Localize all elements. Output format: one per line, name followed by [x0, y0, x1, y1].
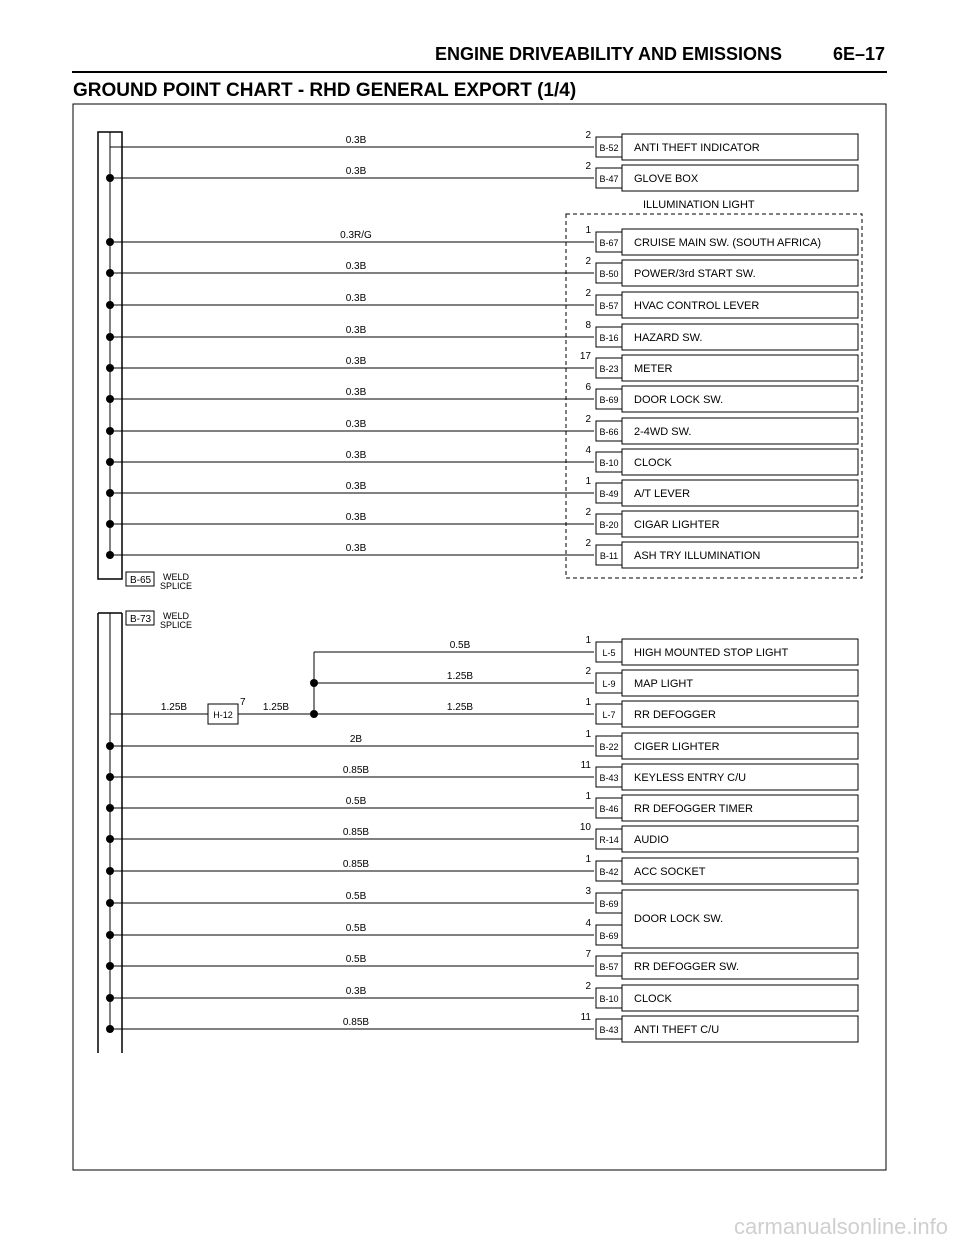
- pin-number: 10: [579, 822, 591, 833]
- bus-ground-dot: [106, 427, 114, 435]
- connector-id: B-11: [599, 551, 619, 561]
- component-label: ANTI THEFT INDICATOR: [634, 142, 760, 154]
- component-label: MAP LIGHT: [634, 678, 694, 690]
- wire-gauge-label: 0.85B: [342, 765, 370, 776]
- bus-ground-dot: [106, 994, 114, 1002]
- bus-ground-dot: [106, 867, 114, 875]
- bus-ground-dot: [106, 395, 114, 403]
- wire-gauge-label: 0.3B: [345, 986, 367, 997]
- connector-id: B-57: [599, 962, 619, 972]
- wire-gauge-label: 0.85B: [342, 1017, 370, 1028]
- wire-gauge-label: 0.3B: [345, 293, 367, 304]
- component-label: ACC SOCKET: [634, 866, 706, 878]
- component-label: RR DEFOGGER TIMER: [634, 803, 753, 815]
- wire-gauge-label: 0.3B: [345, 325, 367, 336]
- connector-id: B-43: [599, 773, 619, 783]
- pin-number: 2: [585, 130, 591, 141]
- wire-gauge-label: 0.3B: [345, 356, 367, 367]
- component-label: CIGAR LIGHTER: [634, 519, 720, 531]
- connector-id: B-47: [599, 174, 619, 184]
- pin-number: 1: [585, 729, 591, 740]
- connector-id: B-67: [599, 238, 619, 248]
- component-label: RR DEFOGGER SW.: [634, 961, 740, 973]
- bus-ground-dot: [106, 742, 114, 750]
- pin-number: 1: [585, 697, 591, 708]
- connector-id: L-9: [602, 679, 616, 689]
- wire-gauge-label: 0.3B: [345, 387, 367, 398]
- wire-gauge-label: 0.3B: [345, 512, 367, 523]
- wire-gauge-label: 0.5B: [345, 796, 367, 807]
- junction-connector-id: H-12: [213, 710, 233, 720]
- pin-number: 4: [585, 918, 591, 929]
- junction-left-wire: 1.25B: [160, 702, 188, 713]
- component-label: A/T LEVER: [634, 488, 691, 500]
- component-label: CRUISE MAIN SW. (SOUTH AFRICA): [634, 237, 822, 249]
- pin-number: 4: [585, 445, 591, 456]
- pin-number: 2: [585, 256, 591, 267]
- component-label: DOOR LOCK SW.: [634, 913, 724, 925]
- bus-ground-dot: [106, 489, 114, 497]
- wire-gauge-label: 0.5B: [345, 923, 367, 934]
- connector-id: L-7: [602, 710, 616, 720]
- pin-number: 6: [585, 382, 591, 393]
- pin-number: 2: [585, 666, 591, 677]
- pin-number: 2: [585, 161, 591, 172]
- component-label: METER: [634, 363, 673, 375]
- illumination-group-label: ILLUMINATION LIGHT: [643, 199, 755, 211]
- pin-number: 17: [579, 351, 591, 362]
- watermark: carmanualsonline.info: [733, 1214, 948, 1239]
- bus-ground-dot: [106, 301, 114, 309]
- splice-label-weld: WELD: [163, 572, 190, 582]
- bus-ground-dot: [106, 773, 114, 781]
- connector-id: B-69: [599, 931, 619, 941]
- pin-number: 2: [585, 981, 591, 992]
- pin-number: 1: [585, 225, 591, 236]
- connector-id: B-69: [599, 899, 619, 909]
- bus-ground-dot: [106, 899, 114, 907]
- component-label: CIGER LIGHTER: [634, 741, 720, 753]
- header-page-number: 6E–17: [832, 44, 885, 64]
- connector-id: B-23: [599, 364, 619, 374]
- component-label: CLOCK: [634, 457, 672, 469]
- component-label: ASH TRY ILLUMINATION: [634, 550, 761, 562]
- splice-label-splice: SPLICE: [160, 581, 193, 591]
- component-label: GLOVE BOX: [634, 173, 699, 185]
- pin-number: 8: [585, 320, 591, 331]
- wire-gauge-label: 0.3B: [345, 135, 367, 146]
- bus-ground-dot: [106, 1025, 114, 1033]
- connector-id: B-22: [599, 742, 619, 752]
- pin-number: 1: [585, 854, 591, 865]
- wire-gauge-label: 0.5B: [345, 954, 367, 965]
- splice-label-weld: WELD: [163, 611, 190, 621]
- bus-ground-dot: [106, 238, 114, 246]
- wire-gauge-label: 0.3B: [345, 450, 367, 461]
- wire-gauge-label: 0.3B: [345, 481, 367, 492]
- pin-number: 11: [580, 1012, 591, 1023]
- bus-ground-dot: [106, 174, 114, 182]
- connector-id: B-42: [599, 867, 619, 877]
- component-label: DOOR LOCK SW.: [634, 394, 724, 406]
- pin-number: 2: [585, 507, 591, 518]
- wire-gauge-label: 1.25B: [446, 702, 474, 713]
- wire-gauge-label: 0.3B: [345, 261, 367, 272]
- pin-number: 2: [585, 414, 591, 425]
- wire-gauge-label: 0.85B: [342, 859, 370, 870]
- connector-id: B-52: [599, 143, 619, 153]
- connector-id: B-50: [599, 269, 619, 279]
- connector-id: B-20: [599, 520, 619, 530]
- wire-gauge-label: 2B: [349, 734, 363, 745]
- connector-id: L-5: [602, 648, 616, 658]
- bus-ground-dot: [106, 269, 114, 277]
- pin-number: 1: [585, 635, 591, 646]
- wire-gauge-label: 0.3R/G: [340, 230, 372, 241]
- junction-right-wire: 1.25B: [262, 702, 290, 713]
- wire-gauge-label: 1.25B: [446, 671, 474, 682]
- component-label: KEYLESS ENTRY C/U: [634, 772, 747, 784]
- bus-ground-dot: [106, 364, 114, 372]
- wire-gauge-label: 0.5B: [449, 640, 471, 651]
- wire-gauge-label: 0.5B: [345, 891, 367, 902]
- pin-number: 3: [585, 886, 591, 897]
- connector-id: B-43: [599, 1025, 619, 1035]
- connector-id: B-46: [599, 804, 619, 814]
- connector-id: B-49: [599, 489, 619, 499]
- connector-id: R-14: [599, 835, 619, 845]
- connector-id: B-10: [599, 458, 619, 468]
- pin-number: 2: [585, 538, 591, 549]
- pin-number: 11: [580, 760, 591, 771]
- component-label: POWER/3rd START SW.: [634, 268, 756, 280]
- bus-ground-dot: [106, 551, 114, 559]
- header-section-title: ENGINE DRIVEABILITY AND EMISSIONS: [434, 44, 782, 64]
- connector-id: B-57: [599, 301, 619, 311]
- bus-ground-dot: [106, 804, 114, 812]
- splice-id: B-65: [130, 575, 152, 586]
- bus-ground-dot: [106, 835, 114, 843]
- bus-ground-dot: [106, 931, 114, 939]
- wire-gauge-label: 0.85B: [342, 827, 370, 838]
- component-label: CLOCK: [634, 993, 672, 1005]
- wire-gauge-label: 0.3B: [345, 543, 367, 554]
- component-label: RR DEFOGGER: [634, 709, 716, 721]
- component-label: AUDIO: [634, 834, 669, 846]
- connector-id: B-69: [599, 395, 619, 405]
- pin-number: 1: [585, 476, 591, 487]
- bus-ground-dot: [106, 333, 114, 341]
- component-label: HVAC CONTROL LEVER: [634, 300, 760, 312]
- splice-label-splice: SPLICE: [160, 620, 193, 630]
- wire-gauge-label: 0.3B: [345, 166, 367, 177]
- component-label: ANTI THEFT C/U: [634, 1024, 720, 1036]
- pin-number: 7: [585, 949, 591, 960]
- bus-ground-dot: [106, 520, 114, 528]
- connector-id: B-16: [599, 333, 619, 343]
- component-label: HAZARD SW.: [634, 332, 703, 344]
- page-title: GROUND POINT CHART - RHD GENERAL EXPORT (1/4): [73, 80, 577, 101]
- connector-id: B-66: [599, 427, 619, 437]
- junction-pin-number: 7: [240, 697, 246, 708]
- splice-id: B-73: [130, 614, 152, 625]
- wire-gauge-label: 0.3B: [345, 419, 367, 430]
- component-label: 2-4WD SW.: [634, 426, 692, 438]
- pin-number: 1: [585, 791, 591, 802]
- connector-id: B-10: [599, 994, 619, 1004]
- component-label: HIGH MOUNTED STOP LIGHT: [634, 647, 789, 659]
- pin-number: 2: [585, 288, 591, 299]
- bus-ground-dot: [106, 458, 114, 466]
- bus-ground-dot: [106, 962, 114, 970]
